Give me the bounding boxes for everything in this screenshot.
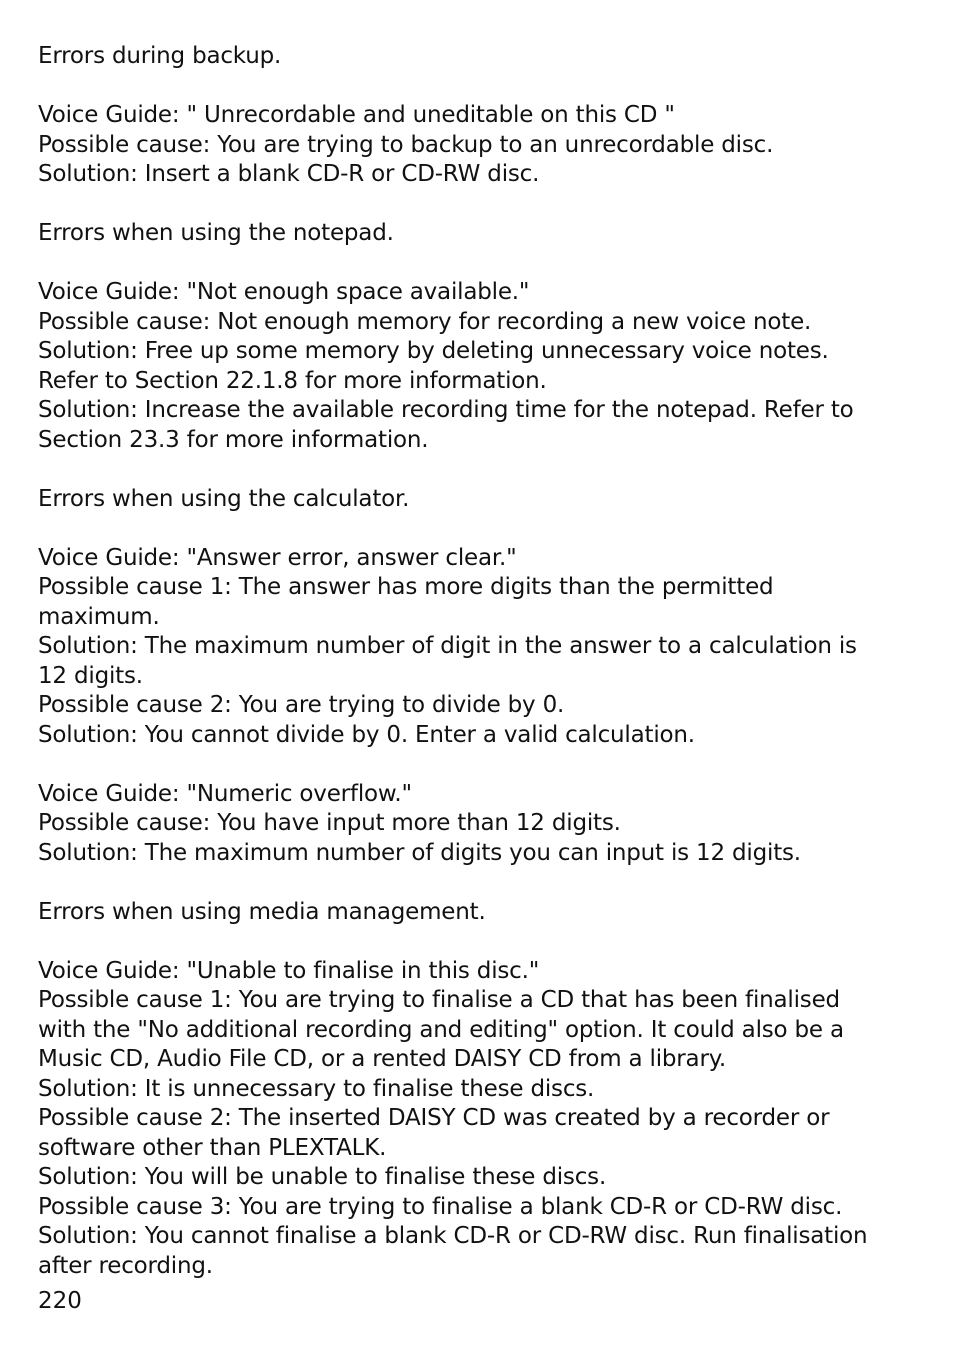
section-backup-errors <box>38 42 918 190</box>
cause-line: Possible cause: You are trying to backup to an unrecordable disc. <box>38 131 774 158</box>
cause-line-continued: software other than PLEXTALK. <box>38 1134 387 1161</box>
cause-line-continued: Music CD, Audio File CD, or a rented DAISY CD from a library. <box>38 1046 726 1072</box>
page-number: 220 <box>38 1288 82 1314</box>
reference-line: Section 23.3 for more information. <box>38 426 429 453</box>
cause-line-continued: with the "No additional recording and editing" option. It could also be a <box>38 1016 844 1043</box>
cause-line: Possible cause 2: You are trying to divide by 0. <box>38 692 565 718</box>
section-calculator-errors <box>38 485 918 869</box>
error-entry <box>38 544 918 751</box>
solution-line: Solution: Insert a blank CD-R or CD-RW disc. <box>38 161 540 187</box>
solution-line: Solution: Free up some memory by deleting unnecessary voice notes. <box>38 338 829 364</box>
solution-line: Solution: You cannot finalise a blank CD-R or CD-RW disc. Run finalisation <box>38 1223 868 1249</box>
cause-line: Possible cause 3: You are trying to finalise a blank CD-R or CD-RW disc. <box>38 1193 843 1220</box>
solution-line-continued: 12 digits. <box>38 662 143 689</box>
voice-guide-line: Voice Guide: " Unrecordable and uneditable on this CD " <box>38 102 675 128</box>
section-heading: Errors when using the calculator. <box>38 485 410 512</box>
section-heading: Errors when using the notepad. <box>38 220 394 246</box>
section-heading: Errors during backup. <box>38 43 282 69</box>
solution-line: Solution: You cannot divide by 0. Enter a valid calculation. <box>38 721 695 748</box>
section-heading: Errors when using media management. <box>38 898 486 925</box>
solution-line: Solution: It is unnecessary to finalise these discs. <box>38 1075 595 1102</box>
voice-guide-line: Voice Guide: "Unable to finalise in this disc." <box>38 957 540 984</box>
cause-line-continued: maximum. <box>38 603 160 630</box>
solution-line-continued: after recording. <box>38 1252 213 1279</box>
error-entry <box>38 957 918 1282</box>
cause-line: Possible cause 1: The answer has more digits than the permitted <box>38 574 774 600</box>
solution-line: Solution: The maximum number of digits you can input is 12 digits. <box>38 839 801 866</box>
cause-line: Possible cause 1: You are trying to finalise a CD that has been finalised <box>38 987 840 1013</box>
cause-line: Possible cause 2: The inserted DAISY CD was created by a recorder or <box>38 1105 830 1131</box>
voice-guide-line: Voice Guide: "Not enough space available." <box>38 279 530 305</box>
reference-line: Refer to Section 22.1.8 for more information. <box>38 367 547 394</box>
section-notepad-errors <box>38 219 918 455</box>
solution-line: Solution: You will be unable to finalise these discs. <box>38 1164 607 1190</box>
section-media-management-errors <box>38 898 918 1282</box>
error-entry <box>38 780 918 869</box>
cause-line: Possible cause: Not enough memory for recording a new voice note. <box>38 308 812 335</box>
error-entry <box>38 278 918 455</box>
solution-line: Solution: Increase the available recording time for the notepad. Refer to <box>38 397 854 423</box>
cause-line: Possible cause: You have input more than 12 digits. <box>38 810 621 836</box>
solution-line: Solution: The maximum number of digit in the answer to a calculation is <box>38 633 857 659</box>
voice-guide-line: Voice Guide: "Numeric overflow." <box>38 780 412 807</box>
error-entry <box>38 101 918 190</box>
voice-guide-line: Voice Guide: "Answer error, answer clear." <box>38 544 517 571</box>
document-body <box>38 42 918 1281</box>
